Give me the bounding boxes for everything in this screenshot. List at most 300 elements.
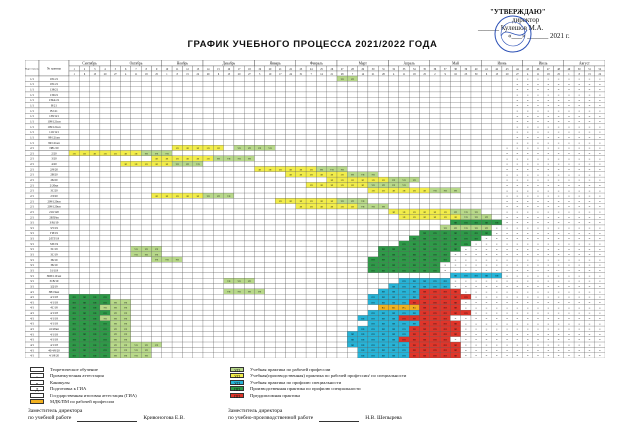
schedule-cell-code: ПП — [484, 222, 489, 225]
schedule-cell — [90, 140, 100, 145]
schedule-cell-holiday: = — [598, 151, 601, 156]
schedule-cell-code: ПП — [433, 344, 437, 347]
schedule-cell-holiday: = — [526, 172, 529, 177]
schedule-cell-holiday: = — [547, 210, 550, 215]
schedule-cell-code: УП — [350, 201, 355, 204]
schedule-cell-holiday: = — [568, 114, 570, 119]
schedule-cell — [337, 273, 347, 278]
schedule-cell — [327, 236, 337, 241]
schedule-cell-holiday: = — [588, 321, 591, 326]
schedule-cell — [378, 172, 388, 177]
schedule-cell — [450, 182, 460, 187]
row-group-label: 4/1/18 — [50, 300, 58, 305]
schedule-cell — [244, 204, 254, 209]
schedule-cell — [182, 321, 192, 326]
schedule-cell-holiday: = — [557, 87, 560, 92]
row-group-label: 4/1/18 — [50, 332, 58, 337]
week-number-label: 50 — [577, 67, 581, 71]
schedule-cell — [90, 246, 100, 251]
schedule-cell-holiday: = — [598, 343, 601, 348]
schedule-cell — [296, 188, 306, 193]
schedule-cell — [492, 124, 502, 129]
schedule-cell — [275, 305, 285, 310]
schedule-cell-code: ПП — [453, 243, 458, 246]
schedule-cell — [213, 273, 223, 278]
row-course-label: 1/1 — [30, 98, 34, 103]
schedule-cell-code: ПП — [371, 339, 375, 342]
schedule-cell-holiday: = — [464, 343, 467, 348]
schedule-cell-code: ЗП — [330, 201, 334, 204]
schedule-cell-code: ПП — [412, 254, 416, 257]
schedule-cell — [275, 262, 285, 267]
schedule-cell — [327, 294, 337, 299]
schedule-cell-code: ЗП — [309, 185, 313, 188]
schedule-cell — [90, 76, 100, 81]
schedule-cell — [306, 145, 316, 150]
schedule-cell — [255, 225, 265, 230]
schedule-cell — [234, 108, 244, 113]
schedule-cell-code: ПП — [423, 312, 427, 315]
schedule-cell-code: ПП — [433, 286, 437, 289]
schedule-cell — [492, 97, 502, 102]
schedule-cell — [461, 198, 471, 203]
schedule-cell — [285, 331, 295, 336]
row-group-label: 138/121 — [49, 114, 59, 119]
schedule-cell — [502, 124, 512, 129]
schedule-cell — [285, 129, 295, 134]
schedule-cell-code: УП — [237, 158, 241, 161]
schedule-cell-code: ПП — [453, 307, 458, 310]
schedule-cell — [327, 97, 337, 102]
schedule-cell-code: ПП — [433, 334, 437, 337]
schedule-cell — [337, 337, 347, 342]
schedule-cell-holiday: = — [557, 77, 560, 82]
schedule-cell-holiday: = — [506, 156, 508, 161]
schedule-cell-holiday: = — [464, 327, 467, 332]
schedule-cell-code: УП — [175, 259, 179, 262]
signature-left — [28, 408, 185, 422]
schedule-cell — [409, 124, 419, 129]
schedule-cell-holiday: = — [578, 92, 581, 97]
schedule-cell-holiday: = — [537, 146, 539, 151]
schedule-cell — [347, 315, 357, 320]
schedule-cell — [471, 172, 481, 177]
schedule-cell — [121, 236, 131, 241]
schedule-cell-code: ПП — [72, 350, 76, 353]
schedule-cell-code: ПП — [361, 344, 365, 347]
schedule-cell — [296, 294, 306, 299]
schedule-cell-code: ЗП — [206, 147, 210, 150]
schedule-cell — [265, 252, 275, 257]
week-number-label: 26 — [330, 67, 334, 71]
schedule-cell — [481, 103, 491, 108]
schedule-cell — [182, 140, 192, 145]
schedule-cell — [316, 294, 326, 299]
schedule-cell-code: УП — [247, 147, 251, 150]
schedule-cell — [193, 182, 203, 187]
schedule-cell-holiday: = — [506, 348, 508, 353]
schedule-cell-holiday: = — [537, 92, 539, 97]
schedule-cell — [296, 119, 306, 124]
schedule-cell — [461, 177, 471, 182]
legend-swatch: ПП — [230, 386, 244, 391]
schedule-cell — [121, 241, 131, 246]
schedule-cell-holiday: = — [588, 236, 591, 241]
schedule-cell — [316, 331, 326, 336]
schedule-cell — [172, 209, 182, 214]
signature-right — [228, 408, 402, 422]
schedule-cell — [430, 81, 440, 86]
schedule-cell-holiday: = — [557, 257, 560, 262]
schedule-cell — [151, 135, 161, 140]
approve-date-text: 2021 г. — [550, 32, 570, 40]
schedule-cell — [399, 87, 409, 92]
schedule-cell — [285, 246, 295, 251]
schedule-cell — [193, 124, 203, 129]
row-group-label: 210/120 — [49, 209, 59, 214]
schedule-cell — [203, 188, 213, 193]
legend-label: Производственная практика по профилю специальности — [250, 386, 361, 391]
schedule-cell-code: ПП — [443, 302, 447, 305]
row-group-label: 31В/19 — [49, 279, 59, 284]
row-course-label: 2/1 — [30, 156, 34, 161]
schedule-cell-holiday: = — [557, 151, 560, 156]
schedule-cell — [296, 331, 306, 336]
schedule-cell — [203, 257, 213, 262]
schedule-cell-code: ПП — [361, 339, 365, 342]
schedule-cell — [337, 135, 347, 140]
schedule-cell-holiday: = — [568, 210, 570, 215]
schedule-cell — [90, 182, 100, 187]
schedule-cell-code: ЗП — [309, 174, 313, 177]
week-number-label: 9 — [155, 67, 158, 71]
schedule-cell-holiday: = — [547, 241, 550, 246]
schedule-cell — [234, 204, 244, 209]
schedule-cell — [244, 331, 254, 336]
schedule-cell — [275, 182, 285, 187]
schedule-cell — [502, 92, 512, 97]
schedule-cell — [90, 97, 100, 102]
schedule-cell — [450, 103, 460, 108]
schedule-cell-code: ПП — [93, 318, 97, 321]
schedule-cell — [471, 87, 481, 92]
schedule-cell-holiday: = — [526, 119, 529, 124]
schedule-cell — [327, 268, 337, 273]
schedule-cell — [440, 161, 450, 166]
schedule-cell-code: ПП — [350, 339, 355, 342]
row-course-label: 1/1 — [30, 82, 34, 87]
schedule-cell-holiday: = — [506, 316, 508, 321]
schedule-cell — [296, 182, 306, 187]
schedule-cell-code: ПП — [412, 249, 416, 252]
schedule-cell — [358, 124, 368, 129]
schedule-cell — [285, 225, 295, 230]
schedule-cell-code: ЗП — [340, 179, 344, 182]
schedule-cell — [121, 103, 131, 108]
schedule-cell — [347, 124, 357, 129]
schedule-cell — [255, 193, 265, 198]
schedule-cell — [265, 193, 275, 198]
schedule-cell-code: ПП — [371, 344, 375, 347]
schedule-cell — [255, 241, 265, 246]
schedule-cell — [275, 278, 285, 283]
schedule-cell — [285, 220, 295, 225]
schedule-cell — [306, 257, 316, 262]
schedule-cell — [90, 204, 100, 209]
schedule-cell — [430, 129, 440, 134]
schedule-cell-holiday: = — [547, 295, 550, 300]
schedule-cell — [162, 294, 172, 299]
row-course-label: 2/1 — [30, 183, 34, 188]
schedule-cell-code: ПП — [381, 296, 385, 299]
row-course-label: 4/1 — [30, 332, 34, 337]
schedule-cell — [224, 97, 234, 102]
schedule-cell — [213, 299, 223, 304]
schedule-cell — [399, 225, 409, 230]
schedule-cell-holiday: = — [537, 87, 539, 92]
schedule-cell — [69, 188, 79, 193]
schedule-cell-holiday: = — [526, 348, 529, 353]
schedule-cell — [224, 76, 234, 81]
schedule-cell — [440, 92, 450, 97]
schedule-cell-code: ПП — [402, 296, 406, 299]
schedule-cell — [378, 92, 388, 97]
schedule-cell — [172, 195, 182, 203]
schedule-cell — [378, 241, 388, 246]
schedule-cell-holiday: = — [568, 146, 570, 151]
schedule-cell — [327, 161, 337, 166]
schedule-cell — [430, 156, 440, 161]
schedule-cell-holiday: = — [588, 114, 591, 119]
schedule-cell-holiday: = — [598, 257, 601, 262]
schedule-cell — [213, 284, 223, 289]
schedule-cell-code: ПП — [474, 275, 478, 278]
schedule-cell — [79, 103, 89, 108]
schedule-cell — [100, 182, 110, 187]
schedule-cell — [234, 140, 244, 145]
schedule-cell — [172, 177, 182, 182]
schedule-cell — [234, 209, 244, 214]
schedule-cell-code: ПП — [361, 334, 365, 337]
schedule-cell-holiday: = — [537, 210, 539, 215]
schedule-cell-holiday: = — [506, 172, 508, 177]
schedule-cell — [131, 321, 141, 326]
schedule-cell-holiday: = — [568, 236, 570, 241]
schedule-cell — [193, 76, 203, 81]
schedule-cell-code: ПП — [453, 296, 458, 299]
schedule-cell — [172, 310, 182, 315]
schedule-cell-code: УП — [113, 339, 117, 342]
schedule-cell-code: УП — [155, 344, 159, 347]
schedule-cell-code: УП — [134, 254, 138, 257]
schedule-cell — [440, 182, 450, 187]
schedule-cell-code: ПП — [433, 355, 437, 358]
schedule-cell-code: ПП — [474, 233, 478, 236]
schedule-cell-holiday: = — [568, 348, 570, 353]
schedule-cell — [100, 214, 110, 219]
schedule-cell — [275, 177, 285, 182]
schedule-cell — [327, 337, 337, 342]
schedule-cell-code: ЗП — [289, 169, 292, 172]
schedule-cell-code: ПП — [392, 350, 396, 353]
week-date-label: 1 — [166, 72, 168, 76]
schedule-cell-code: ЗП — [289, 174, 292, 177]
schedule-cell-code: ЗП — [423, 211, 426, 214]
schedule-cell — [275, 321, 285, 326]
legend-swatch: УП — [230, 373, 244, 378]
legend-item — [30, 379, 70, 385]
schedule-cell — [193, 257, 203, 262]
schedule-cell-holiday: = — [557, 210, 560, 215]
schedule-cell-code: УП — [134, 350, 138, 353]
schedule-cell — [358, 246, 368, 251]
schedule-cell — [203, 252, 213, 257]
schedule-cell — [265, 321, 275, 326]
week-date-label: 20 — [505, 72, 509, 76]
schedule-cell-code: ЗП — [196, 195, 200, 198]
schedule-cell-holiday: = — [588, 103, 591, 108]
schedule-cell — [172, 321, 182, 326]
schedule-cell — [306, 294, 316, 299]
schedule-cell-code: ПП — [464, 312, 468, 315]
schedule-cell — [296, 214, 306, 219]
schedule-cell — [110, 81, 120, 86]
schedule-cell-code: УП — [124, 339, 128, 342]
schedule-cell — [337, 326, 347, 331]
schedule-cell-code: ПП — [392, 254, 396, 257]
schedule-cell-holiday: = — [568, 257, 570, 262]
schedule-cell-holiday: = — [537, 151, 539, 156]
schedule-cell-holiday: = — [526, 226, 529, 231]
schedule-cell — [162, 220, 172, 225]
schedule-cell — [151, 103, 161, 108]
schedule-cell-code: ЗП — [196, 147, 200, 150]
schedule-cell-code: ПП — [433, 307, 437, 310]
schedule-cell — [347, 262, 357, 267]
schedule-cell-holiday: = — [568, 332, 570, 337]
schedule-cell-holiday: = — [537, 236, 539, 241]
approve-role: директор — [512, 16, 540, 24]
schedule-cell-code: ПП — [412, 291, 416, 294]
schedule-cell — [306, 347, 316, 352]
schedule-cell — [430, 113, 440, 118]
schedule-cell-code: УП — [124, 312, 128, 315]
schedule-cell — [461, 103, 471, 108]
schedule-cell — [151, 214, 161, 219]
schedule-cell — [255, 268, 265, 273]
schedule-cell-holiday: = — [598, 87, 601, 92]
schedule-cell — [213, 81, 223, 86]
schedule-cell — [255, 103, 265, 108]
schedule-cell — [193, 315, 203, 320]
schedule-cell-code: ПП — [412, 270, 416, 273]
schedule-cell — [358, 305, 368, 310]
schedule-cell-code: ПП — [392, 355, 396, 358]
schedule-cell — [461, 172, 471, 177]
row-group-label: 4/1/18 — [50, 342, 58, 347]
schedule-cell — [224, 291, 234, 299]
week-number-label: 25 — [320, 67, 323, 71]
schedule-cell-code: ЗП — [83, 153, 86, 156]
schedule-cell — [368, 214, 378, 219]
schedule-cell-holiday: = — [485, 321, 488, 326]
schedule-cell — [450, 76, 460, 81]
schedule-cell — [224, 209, 234, 214]
schedule-cell-holiday: = — [547, 252, 550, 257]
schedule-cell-holiday: = — [598, 103, 601, 108]
schedule-cell — [121, 182, 131, 187]
schedule-cell — [224, 113, 234, 118]
schedule-cell — [255, 246, 265, 251]
schedule-cell-code: ЗП — [320, 185, 323, 188]
schedule-cell — [244, 305, 254, 310]
schedule-cell — [110, 124, 120, 129]
schedule-cell-holiday: = — [578, 273, 581, 278]
schedule-cell-code: УП — [453, 227, 458, 230]
schedule-cell-holiday: = — [495, 327, 498, 332]
week-number-label: 8 — [145, 67, 147, 71]
week-date-label: 20 — [237, 72, 241, 76]
schedule-cell — [265, 113, 275, 118]
schedule-cell — [203, 315, 213, 320]
schedule-cell — [79, 92, 89, 97]
schedule-cell — [234, 268, 244, 273]
schedule-cell — [316, 135, 326, 140]
schedule-cell — [172, 284, 182, 289]
schedule-cell-holiday: = — [537, 327, 539, 332]
schedule-cell — [172, 163, 182, 171]
schedule-cell-code: ЗП — [361, 179, 365, 182]
schedule-cell — [110, 204, 120, 209]
schedule-cell — [471, 198, 481, 203]
schedule-cell — [141, 262, 151, 267]
schedule-cell-code: ЗП — [371, 190, 375, 193]
schedule-cell-holiday: = — [485, 327, 488, 332]
schedule-cell-holiday: = — [506, 295, 508, 300]
schedule-cell — [492, 145, 502, 150]
schedule-cell-code: ПП — [423, 339, 427, 342]
schedule-cell — [110, 198, 120, 203]
schedule-cell — [471, 103, 481, 108]
schedule-cell — [172, 241, 182, 246]
schedule-cell — [306, 81, 316, 86]
schedule-cell-holiday: = — [588, 156, 591, 161]
schedule-cell-code: ПП — [443, 281, 447, 284]
schedule-cell-code: ПП — [93, 323, 97, 326]
schedule-cell-holiday: = — [568, 178, 570, 183]
schedule-cell-holiday: = — [475, 241, 478, 246]
schedule-cell — [131, 188, 141, 193]
schedule-cell-holiday: = — [557, 241, 560, 246]
schedule-cell-holiday: = — [568, 194, 570, 199]
schedule-cell — [121, 92, 131, 97]
schedule-cell-holiday: = — [568, 183, 570, 188]
schedule-cell — [121, 172, 131, 177]
schedule-cell — [234, 291, 244, 299]
schedule-cell — [296, 113, 306, 118]
legend-item — [230, 386, 361, 392]
schedule-cell — [358, 113, 368, 118]
schedule-cell — [296, 353, 306, 358]
schedule-cell — [90, 252, 100, 257]
schedule-cell — [306, 135, 316, 140]
schedule-cell-holiday: = — [537, 167, 539, 172]
schedule-cell-holiday: = — [598, 183, 601, 188]
schedule-cell-code: ПП — [443, 312, 447, 315]
schedule-cell — [110, 108, 120, 113]
schedule-cell — [265, 299, 275, 304]
schedule-cell-holiday: = — [526, 108, 529, 113]
